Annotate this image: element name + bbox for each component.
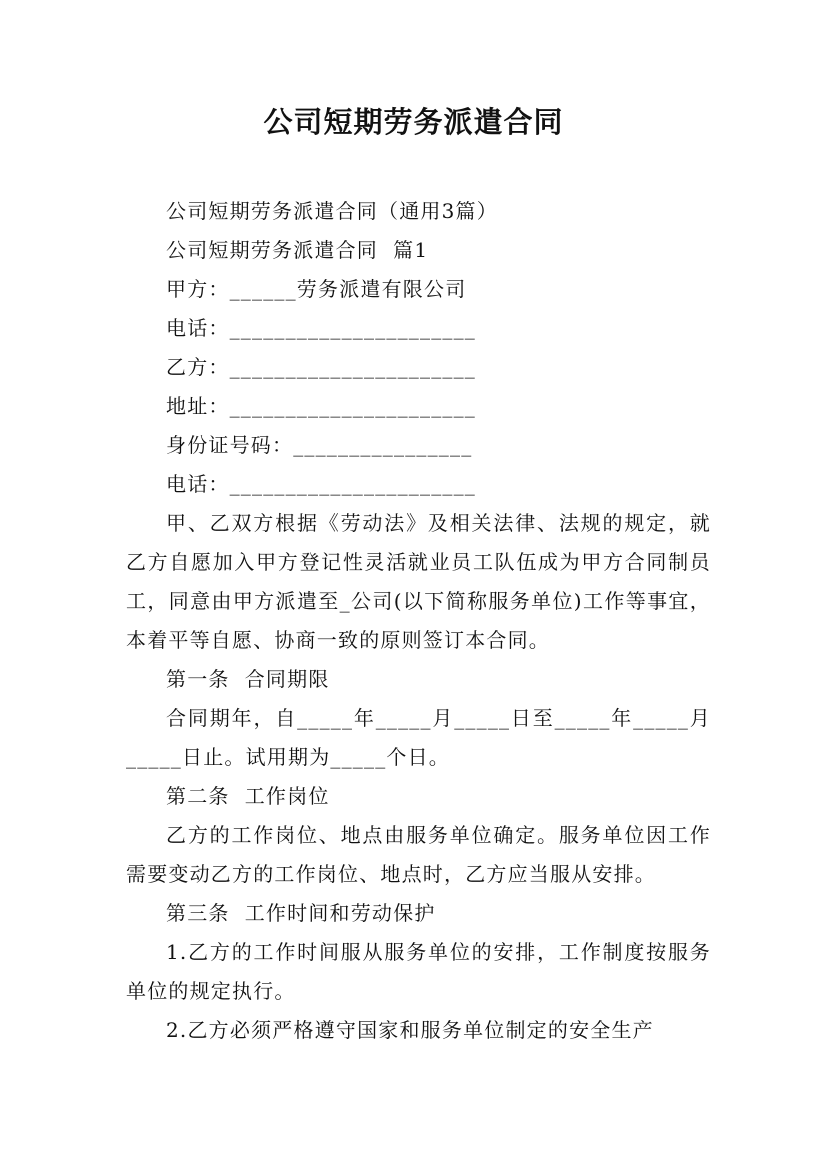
article-2-heading: 第二条 工作岗位 (166, 784, 330, 808)
id-number-line: 身份证号码：________________ (166, 433, 473, 457)
article-2-paragraph: 乙方的工作岗位、地点由服务单位确定。服务单位因工作需要变动乙方的工作岗位、地点时，乙方应当服从安排。 (126, 823, 711, 886)
article-3-heading: 第三条 工作时间和劳动保护 (166, 901, 436, 925)
article-1-heading: 第一条 合同期限 (166, 667, 330, 691)
article-3-item-2: 2.乙方必须严格遵守国家和服务单位制定的安全生产 (166, 1018, 654, 1042)
party-b-line: 乙方：______________________ (166, 355, 476, 379)
article-3-item-1: 1.乙方的工作时间服从服务单位的安排，工作制度按服务单位的规定执行。 (126, 940, 711, 1003)
address-line: 地址：______________________ (166, 394, 476, 418)
document-title: 公司短期劳务派遣合同 (263, 105, 564, 139)
preamble-paragraph: 甲、乙双方根据《劳动法》及相关法律、法规的规定，就乙方自愿加入甲方登记性灵活就业员工队伍成为甲方合同制员工，同意由甲方派遣至_公司(以下简称服务单位)工作等事宜，本着平等自愿、协商一致的原则签订本合同。 (126, 511, 711, 652)
party-a-line: 甲方：______劳务派遣有限公司 (166, 277, 467, 301)
document-body (126, 192, 711, 1050)
phone-a-line: 电话：______________________ (166, 316, 476, 340)
phone-b-line: 电话：______________________ (166, 472, 476, 496)
article-1-paragraph: 合同期年，自_____年_____月_____日至_____年_____月_____日止。试用期为_____个日。 (126, 706, 711, 769)
section-heading: 公司短期劳务派遣合同 篇1 (166, 238, 429, 262)
subtitle-line: 公司短期劳务派遣合同（通用3篇） (166, 199, 498, 223)
